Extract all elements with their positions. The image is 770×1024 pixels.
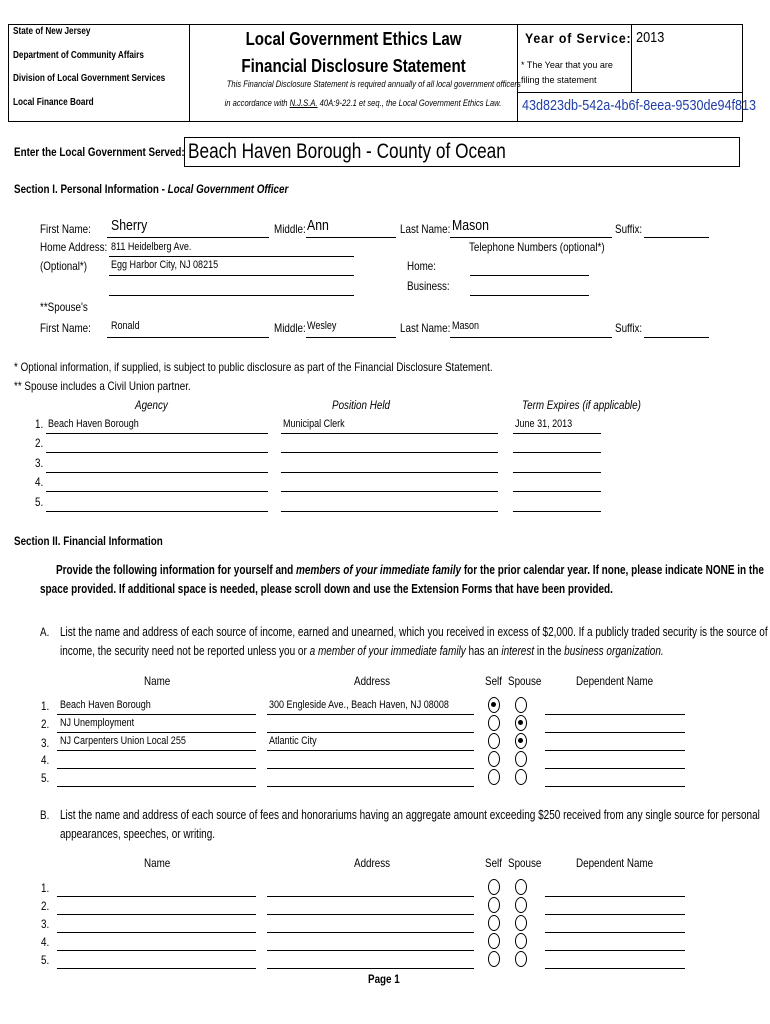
- b-self-header: Self: [485, 856, 502, 870]
- agency-field[interactable]: [46, 491, 268, 492]
- agency-field[interactable]: [46, 511, 268, 512]
- first-name-field[interactable]: [107, 237, 269, 238]
- position-field[interactable]: [281, 472, 498, 473]
- row-number: 2.: [35, 436, 44, 450]
- row-number: 2.: [41, 899, 50, 913]
- fees-name-field[interactable]: [57, 950, 256, 951]
- agency-field[interactable]: [46, 433, 268, 434]
- b-address-header: Address: [354, 856, 391, 870]
- agency-field[interactable]: [46, 472, 268, 473]
- fees-address-field[interactable]: [267, 968, 474, 969]
- dependent-field[interactable]: [545, 732, 685, 733]
- part-b-instructions-2: appearances, speeches, or writing.: [60, 827, 216, 841]
- self-radio[interactable]: [488, 715, 500, 731]
- dependent-field[interactable]: [545, 768, 685, 769]
- part-b-instructions: List the name and address of each source of fees and honorariums having an aggregate amount exceeding $250 received from any single source for personal: [60, 808, 760, 822]
- spouse-suffix-label: Suffix:: [615, 321, 643, 335]
- row-number: 5.: [41, 953, 50, 967]
- middle-label: Middle:: [274, 222, 306, 236]
- self-radio[interactable]: [488, 769, 500, 785]
- part-a-instructions: List the name and address of each source of income, earned and unearned, which you received in excess of $2,000. If a publicly traded security is the source of: [60, 625, 768, 639]
- spouse-middle-label: Middle:: [274, 321, 306, 335]
- fees-address-field[interactable]: [267, 950, 474, 951]
- telephone-label: Telephone Numbers (optional*): [469, 240, 605, 254]
- self-radio[interactable]: [488, 697, 500, 713]
- fees-name-field[interactable]: [57, 914, 256, 915]
- spouse-suffix-field[interactable]: [644, 337, 709, 338]
- income-name-field[interactable]: [57, 732, 256, 733]
- suffix-label: Suffix:: [615, 222, 643, 236]
- self-radio[interactable]: [488, 733, 500, 749]
- home-phone-field[interactable]: [470, 275, 589, 276]
- spouse-radio[interactable]: [515, 733, 527, 749]
- spouse-first-label: First Name:: [40, 321, 91, 335]
- part-a-instructions-2: income, the security need not be reported unless you or a member of your immediate family has an interest in the business organization.: [60, 644, 664, 658]
- a-spouse-header: Spouse: [508, 674, 542, 688]
- agency-line-state: State of New Jersey: [13, 26, 91, 37]
- last-name-label: Last Name:: [400, 222, 451, 236]
- a-self-header: Self: [485, 674, 502, 688]
- a-name-header: Name: [144, 674, 171, 688]
- year-value[interactable]: 2013: [636, 29, 665, 46]
- spouse-label: **Spouse's: [40, 300, 88, 314]
- fees-address-field[interactable]: [267, 896, 474, 897]
- business-phone-label: Business:: [407, 279, 450, 293]
- spouse-radio[interactable]: [515, 769, 527, 785]
- spouse-radio[interactable]: [515, 951, 527, 967]
- suffix-field[interactable]: [644, 237, 709, 238]
- income-address-value: Atlantic City: [269, 735, 317, 747]
- form-title-2: Financial Disclosure Statement: [241, 56, 466, 76]
- document-id: 43d823db-542a-4b6f-8eea-9530de94f813: [522, 97, 757, 114]
- term-col-header: Term Expires (if applicable): [522, 398, 641, 412]
- spouse-radio[interactable]: [515, 715, 527, 731]
- b-dependent-header: Dependent Name: [576, 856, 654, 870]
- agency-line-lfb: Local Finance Board: [13, 97, 94, 108]
- row-number: 5.: [41, 771, 50, 785]
- home-phone-label: Home:: [407, 259, 436, 273]
- income-name-value: NJ Unemployment: [60, 717, 135, 729]
- income-address-field[interactable]: [267, 750, 474, 751]
- dependent-field[interactable]: [545, 950, 685, 951]
- b-spouse-header: Spouse: [508, 856, 542, 870]
- section2-intro-2: space provided. If additional space is needed, please scroll down and use the Extension Forms that have been provided.: [40, 582, 613, 596]
- form-subtitle: This Financial Disclosure Statement is required annually of all local government officers: [226, 79, 521, 90]
- income-name-field[interactable]: [57, 750, 256, 751]
- served-value: Beach Haven Borough - County of Ocean: [188, 140, 506, 163]
- section1-heading: Section I. Personal Information - Local Government Officer: [14, 182, 289, 196]
- header-divider: [517, 92, 742, 93]
- form-subtitle-2: in accordance with N.J.S.A. 40A:9-22.1 et seq., the Local Government Ethics Law.: [224, 98, 502, 109]
- header-divider: [517, 24, 518, 122]
- middle-field[interactable]: [306, 237, 396, 238]
- fees-name-field[interactable]: [57, 968, 256, 969]
- income-name-field[interactable]: [57, 714, 256, 715]
- b-name-header: Name: [144, 856, 171, 870]
- page-number: Page 1: [368, 972, 400, 986]
- a-address-header: Address: [354, 674, 391, 688]
- optional-label: (Optional*): [40, 259, 88, 273]
- spouse-radio[interactable]: [515, 915, 527, 931]
- row-number: 3.: [41, 736, 50, 750]
- agency-col-header: Agency: [135, 398, 168, 412]
- income-address-value: 300 Engleside Ave., Beach Haven, NJ 08008: [269, 699, 449, 711]
- term-field[interactable]: [513, 452, 601, 453]
- spouse-last-value: Mason: [452, 320, 480, 332]
- dependent-field[interactable]: [545, 932, 685, 933]
- year-note: * The Year that you are filing the statement: [521, 60, 613, 85]
- self-radio[interactable]: [488, 751, 500, 767]
- address-line3-field[interactable]: [109, 295, 354, 296]
- fees-address-field[interactable]: [267, 914, 474, 915]
- spouse-radio[interactable]: [515, 933, 527, 949]
- fees-name-field[interactable]: [57, 896, 256, 897]
- year-label: Year of Service:: [525, 30, 632, 46]
- income-name-field[interactable]: [57, 786, 256, 787]
- agency-value: Beach Haven Borough: [48, 418, 139, 430]
- spouse-middle-value: Wesley: [307, 320, 337, 332]
- income-address-field[interactable]: [267, 732, 474, 733]
- dependent-field[interactable]: [545, 896, 685, 897]
- self-radio[interactable]: [488, 933, 500, 949]
- row-number: 3.: [35, 456, 44, 470]
- income-name-value: NJ Carpenters Union Local 255: [60, 735, 186, 747]
- spouse-radio[interactable]: [515, 697, 527, 713]
- part-b-letter: B.: [40, 808, 50, 822]
- last-name-field[interactable]: [450, 237, 612, 238]
- term-field[interactable]: [513, 511, 601, 512]
- row-number: 1.: [41, 881, 50, 895]
- served-label: Enter the Local Government Served:: [14, 145, 185, 159]
- spouse-radio[interactable]: [515, 879, 527, 895]
- first-name-value: Sherry: [111, 217, 148, 234]
- dependent-field[interactable]: [545, 786, 685, 787]
- agency-line-dca: Department of Community Affairs: [13, 50, 144, 61]
- dependent-field[interactable]: [545, 714, 685, 715]
- term-field[interactable]: [513, 491, 601, 492]
- income-address-field[interactable]: [267, 714, 474, 715]
- spouse-radio[interactable]: [515, 897, 527, 913]
- address-line2-value: Egg Harbor City, NJ 08215: [111, 259, 219, 271]
- row-number: 3.: [41, 917, 50, 931]
- spouse-radio[interactable]: [515, 751, 527, 767]
- self-radio[interactable]: [488, 915, 500, 931]
- self-radio[interactable]: [488, 879, 500, 895]
- part-a-letter: A.: [40, 625, 50, 639]
- row-number: 2.: [41, 717, 50, 731]
- spouse-first-value: Ronald: [111, 320, 140, 332]
- fees-address-field[interactable]: [267, 932, 474, 933]
- fees-name-field[interactable]: [57, 932, 256, 933]
- row-number: 4.: [41, 753, 50, 767]
- first-name-label: First Name:: [40, 222, 91, 236]
- position-value: Municipal Clerk: [283, 418, 345, 430]
- agency-line-dlgs: Division of Local Government Services: [13, 73, 166, 84]
- term-field[interactable]: [513, 472, 601, 473]
- address-line1-field[interactable]: [109, 256, 354, 257]
- row-number: 5.: [35, 495, 44, 509]
- dependent-field[interactable]: [545, 750, 685, 751]
- spouse-last-label: Last Name:: [400, 321, 451, 335]
- agency-field[interactable]: [46, 452, 268, 453]
- income-name-field[interactable]: [57, 768, 256, 769]
- position-field[interactable]: [281, 452, 498, 453]
- middle-value: Ann: [307, 217, 329, 234]
- spouse-middle-field[interactable]: [306, 337, 396, 338]
- row-number: 1.: [35, 417, 44, 431]
- home-address-label: Home Address:: [40, 240, 108, 254]
- section2-intro: Provide the following information for yourself and members of your immediate family for the prior calendar year. If none, please indicate NONE in the: [56, 563, 764, 577]
- spouse-last-field[interactable]: [450, 337, 612, 338]
- spouse-note: ** Spouse includes a Civil Union partner.: [14, 379, 191, 393]
- income-address-field[interactable]: [267, 768, 474, 769]
- position-col-header: Position Held: [332, 398, 390, 412]
- income-address-field[interactable]: [267, 786, 474, 787]
- dependent-field[interactable]: [545, 968, 685, 969]
- address-line1-value: 811 Heidelberg Ave.: [111, 241, 192, 253]
- row-number: 1.: [41, 699, 50, 713]
- position-field[interactable]: [281, 511, 498, 512]
- term-value: June 31, 2013: [515, 418, 573, 430]
- position-field[interactable]: [281, 491, 498, 492]
- income-name-value: Beach Haven Borough: [60, 699, 151, 711]
- self-radio[interactable]: [488, 897, 500, 913]
- business-phone-field[interactable]: [470, 295, 589, 296]
- self-radio[interactable]: [488, 951, 500, 967]
- section2-heading: Section II. Financial Information: [14, 534, 163, 548]
- optional-note: * Optional information, if supplied, is subject to public disclosure as part of the Financial Disclosure Statement.: [14, 360, 493, 374]
- row-number: 4.: [35, 475, 44, 489]
- address-line2-field[interactable]: [109, 275, 354, 276]
- position-field[interactable]: [281, 433, 498, 434]
- dependent-field[interactable]: [545, 914, 685, 915]
- row-number: 4.: [41, 935, 50, 949]
- a-dependent-header: Dependent Name: [576, 674, 654, 688]
- term-field[interactable]: [513, 433, 601, 434]
- last-name-value: Mason: [452, 217, 489, 234]
- form-title: Local Government Ethics Law: [245, 29, 462, 49]
- spouse-first-field[interactable]: [107, 337, 269, 338]
